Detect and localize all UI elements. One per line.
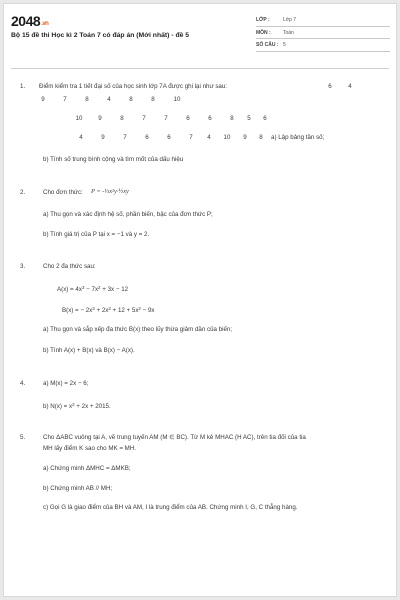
q1-score: 9	[243, 134, 247, 141]
q2-index: 2.	[20, 189, 26, 196]
site-logo[interactable]	[11, 13, 48, 29]
q4-b-term: + 2x + 2015.	[74, 403, 111, 410]
q4-b-lhs: b) N(x) = x	[43, 403, 73, 410]
q1-score: 4	[207, 134, 211, 141]
q3-b-lhs: B(x) = − 2x	[62, 307, 93, 314]
meta-key: LỚP :	[256, 17, 270, 23]
q4-part-b	[43, 401, 111, 411]
q3-part-a: a) Thu gọn và sắp xếp đa thức B(x) theo lũy thừa giảm dần của biến;	[43, 326, 233, 333]
meta-row-question-count	[256, 41, 390, 52]
q1-score: 6	[263, 115, 267, 122]
meta-row-subject	[256, 29, 390, 40]
q3-text: Cho 2 đa thức sau:	[43, 263, 96, 270]
q3-index: 3.	[20, 263, 26, 270]
q2-part-a: a) Thu gọn và xác định hệ số, phần biến, bậc của đơn thức P;	[43, 211, 213, 218]
q1-score: 8	[230, 115, 234, 122]
q5-index: 5.	[20, 434, 26, 441]
q5-part-a: a) Chứng minh ΔMHC = ΔMKB;	[43, 465, 131, 472]
q1-score: 7	[63, 96, 67, 103]
q3-polynomial-a	[57, 284, 128, 294]
meta-table	[256, 16, 390, 54]
exponent: 2	[98, 285, 101, 290]
q1-score: 4	[79, 134, 83, 141]
logo-tld: .vn	[41, 21, 49, 27]
q5-line-2: MH lấy điểm K sao cho MK = MH.	[43, 445, 137, 452]
document-page	[3, 3, 397, 597]
exponent: 2	[72, 402, 75, 407]
q1-text: Điểm kiểm tra 1 tiết đại số của học sinh lớp 7A được ghi lại như sau:	[39, 83, 228, 90]
q1-score: 10	[223, 134, 231, 141]
meta-row-class	[256, 16, 390, 27]
exponent: 3	[81, 285, 85, 290]
meta-key: SỐ CÂU :	[256, 42, 279, 48]
q3-a-lhs: A(x) = 4x	[57, 286, 82, 293]
q4-part-a: a) M(x) = 2x − 6;	[43, 380, 89, 387]
meta-value: Toán	[283, 29, 294, 36]
q1-score: 6	[208, 115, 212, 122]
q1-score: 10	[75, 115, 83, 122]
q1-score: 7	[142, 115, 146, 122]
q1-score: 10	[173, 96, 181, 103]
meta-key: MÔN :	[256, 29, 271, 36]
q3-b-term: + 12 + 5x	[110, 307, 139, 314]
meta-value: 5	[283, 42, 286, 48]
q1-score: 8	[129, 96, 133, 103]
q2-formula: P = -⅓x²y·½xy	[91, 188, 129, 195]
q1-score: 6	[328, 83, 332, 90]
q4-index: 4.	[20, 380, 26, 387]
q3-b-term: − 9x	[140, 307, 155, 314]
exponent: 2	[138, 306, 141, 311]
q1-score: 6	[145, 134, 149, 141]
logo-main: 2048	[11, 13, 41, 29]
q1-score: 8	[259, 134, 263, 141]
q1-score: 7	[189, 134, 193, 141]
q3-a-term: + 3x − 12	[100, 286, 129, 293]
q1-score: 9	[101, 134, 105, 141]
q1-score: 7	[123, 134, 127, 141]
q1-part-a: a) Lập bảng tần số;	[271, 134, 325, 141]
header-divider	[11, 68, 389, 69]
q3-polynomial-b	[62, 305, 155, 315]
q2-text: Cho đơn thức:	[43, 189, 83, 196]
q1-score: 7	[164, 115, 168, 122]
meta-value: Lớp 7	[283, 17, 297, 23]
q5-part-c: c) Gọi G là giao điểm của BH và AM, I là trung điểm của AB. Chứng minh I, G, C thẳng hàng.	[43, 504, 298, 511]
q1-score: 4	[107, 96, 111, 103]
document-title: Bộ 15 đề thi Học kì 2 Toán 7 có đáp án (Mới nhất) - đề 5	[11, 32, 190, 39]
q1-score: 9	[41, 96, 45, 103]
q1-score: 8	[120, 115, 124, 122]
q5-part-b: b) Chứng minh AB // MH;	[43, 485, 113, 492]
q3-a-term: − 7x	[84, 286, 99, 293]
q1-score: 8	[85, 96, 89, 103]
q1-part-b: b) Tính số trung bình cộng và tìm mốt của dấu hiệu	[43, 156, 184, 163]
q1-index: 1.	[20, 83, 26, 90]
q1-score: 5	[247, 115, 251, 122]
q1-score: 8	[151, 96, 155, 103]
q1-score: 9	[98, 115, 102, 122]
q3-part-b: b) Tính A(x) + B(x) và B(x) − A(x).	[43, 347, 135, 354]
exponent: 2	[108, 306, 111, 311]
q1-score: 6	[186, 115, 190, 122]
exponent: 3	[92, 306, 95, 311]
q2-part-b: b) Tính giá trị của P tại x = −1 và y = 2.	[43, 231, 150, 238]
q3-b-term: + 2x	[94, 307, 109, 314]
q1-score: 6	[167, 134, 171, 141]
q5-line-1: Cho ΔABC vuông tại A, vẽ trung tuyến AM (M ∈ BC). Từ M kẻ MHAC (H AC), trên tia đối của tia	[43, 434, 306, 441]
q1-score: 4	[348, 83, 352, 90]
